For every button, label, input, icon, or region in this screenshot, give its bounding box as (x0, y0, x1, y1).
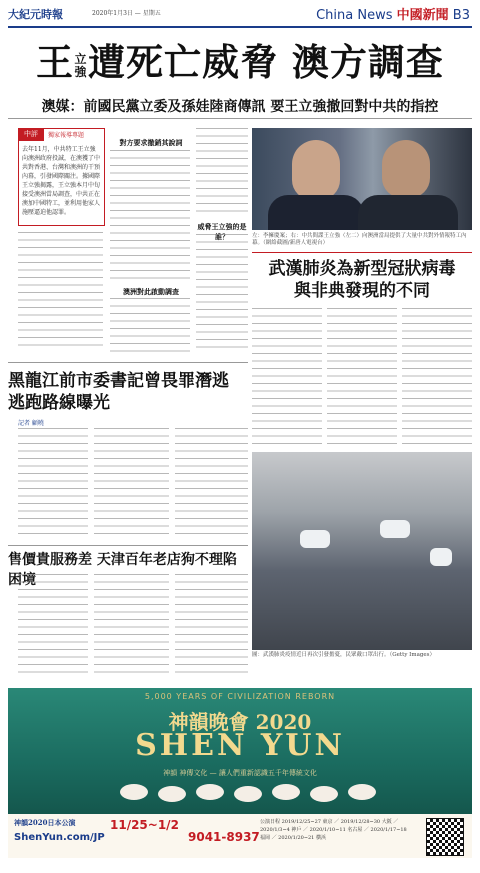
lead-column-2 (110, 150, 190, 285)
summary-subtitle: 獨家報導專題 (48, 132, 85, 139)
story3-headline (8, 370, 248, 414)
story2-headline-line2: 與非典發現的不同 (294, 281, 430, 301)
story2-column-2 (327, 308, 397, 448)
ad-tour-name: 神韻2020日本公演 (14, 818, 76, 827)
ad-dancer-fan-3 (196, 784, 224, 800)
summary-text: 去年11月，中共特工王立強向澳洲政府投誠，在澳獲了中共對香港、台灣和澳洲的干預內幕，引發國際關注。據國際王立強揭露，王立強本月中旬接受澳洲當局調查，中共正在澳加中國特工，並利用他家人施壓逼迫他認罪。 (22, 146, 101, 216)
lead-photo-caption: 左：李擁慶案；右：中共間諜王立強（左二）向澳洲當局提供了大量中共對外情報特工內幕。（網絡截圖/新唐人電視台） (252, 233, 467, 246)
photo-person-left (292, 140, 340, 200)
story3-column-1 (18, 428, 88, 540)
lead-headline (8, 40, 472, 84)
masthead-rule (8, 26, 472, 28)
ad-dancer-fan-5 (272, 784, 300, 800)
ad-dancer-fan-1 (120, 784, 148, 800)
story3-column-3 (175, 428, 248, 540)
story4-headline-b: 天津百年老店狗不理陷困境 (8, 552, 237, 588)
qr-code-icon[interactable] (426, 818, 464, 856)
lead-column-3 (110, 298, 190, 352)
lead-section-title-3: 威脅王立強的是誰？ (197, 222, 247, 241)
story4-column-3 (175, 574, 248, 674)
story2-rule (252, 252, 472, 253)
story2-column-1 (252, 308, 322, 448)
photo-body-right (358, 195, 458, 230)
ad-dancer-fan-6 (310, 786, 338, 802)
story3-rule (8, 362, 248, 363)
photo-body-left (268, 195, 364, 230)
headline-name-mark (74, 53, 88, 79)
photo-person-right (382, 140, 430, 198)
paper-name: China News (316, 8, 393, 23)
divider (8, 118, 472, 119)
story2-headline-line1: 武漢肺炎為新型冠狀病毒 (268, 259, 456, 279)
story3-column-2 (94, 428, 169, 540)
ad-dates: 11/25~1/2 (110, 818, 179, 832)
story4-rule (8, 545, 248, 546)
headline-mark-bottom: 強 (74, 64, 88, 79)
brand-logo: 大紀元時報 (8, 8, 63, 21)
summary-tag: 中評 (18, 128, 44, 141)
story2-column-3 (402, 308, 472, 448)
story4-headline-a: 售價貴服務差 (8, 552, 92, 568)
ad-dancer-fan-7 (348, 784, 376, 800)
story4-column-1 (18, 574, 88, 674)
face-mask-1 (300, 530, 330, 548)
story2-headline (252, 258, 472, 302)
ad-title-cn: 神韻晚會 2020 (168, 710, 312, 734)
ad-tagline: 5,000 YEARS OF CIVILIZATION REBORN (144, 692, 336, 701)
paper-name-cn: 中國新聞 (396, 8, 449, 23)
headline-mark-top: 立 (74, 51, 88, 66)
section-name (316, 4, 470, 23)
face-mask-3 (430, 548, 452, 566)
lead-section-title-1: 對方要求撤銷其說詞 (119, 138, 183, 147)
story3-headline-line2: 逃跑路線曝光 (8, 393, 110, 413)
lead-column-5 (196, 234, 248, 352)
issue-date: 2020年1月3日 — 星期五 (92, 10, 161, 17)
page-number: B3 (452, 8, 470, 23)
ad-website-link[interactable]: ShenYun.com/JP (14, 832, 105, 843)
story3-headline-line1: 黑龍江前市委書記曾畏罪潛逃 (8, 371, 229, 391)
ad-dancer-fan-2 (158, 786, 186, 802)
story3-byline: 記者 顧曉 (18, 420, 44, 427)
ad-dancer-fan-4 (234, 786, 262, 802)
lead-section-title-2: 澳洲對此啟動調查 (123, 287, 179, 296)
ad-title-en: SHEN YUN (135, 728, 345, 763)
lead-column-4 (196, 128, 248, 218)
ad-motto: 神韻 神傳文化 — 讓人們重新認識五千年傳統文化 (163, 769, 317, 777)
lead-subheadline: 澳媒：前國民黨立委及孫娃陸商傳訊 要王立強撤回對中共的指控 (41, 99, 439, 115)
face-mask-2 (380, 520, 410, 538)
ad-phone[interactable]: 9041-8937 (188, 830, 260, 844)
ad-schedule: 公演日程 2019/12/25~27 東京 ／ 2019/12/28~30 大阪 ／ 2020/1/3~4 神戶 ／ 2020/1/10~11 名古屋 ／ 2020/1/17~18 福岡 ／ 2020/1/20~21 横浜 (260, 819, 407, 841)
story4-column-2 (94, 574, 169, 674)
lead-column-1 (18, 232, 103, 352)
headline-part2: 遭死亡威脅 澳方調查 (88, 40, 444, 84)
story2-photo-caption: 圖：武漢肺炎疫情近日再次引發擔憂，民眾戴口罩出行。（Getty Images） (252, 652, 435, 658)
headline-part1: 王 (36, 40, 75, 84)
